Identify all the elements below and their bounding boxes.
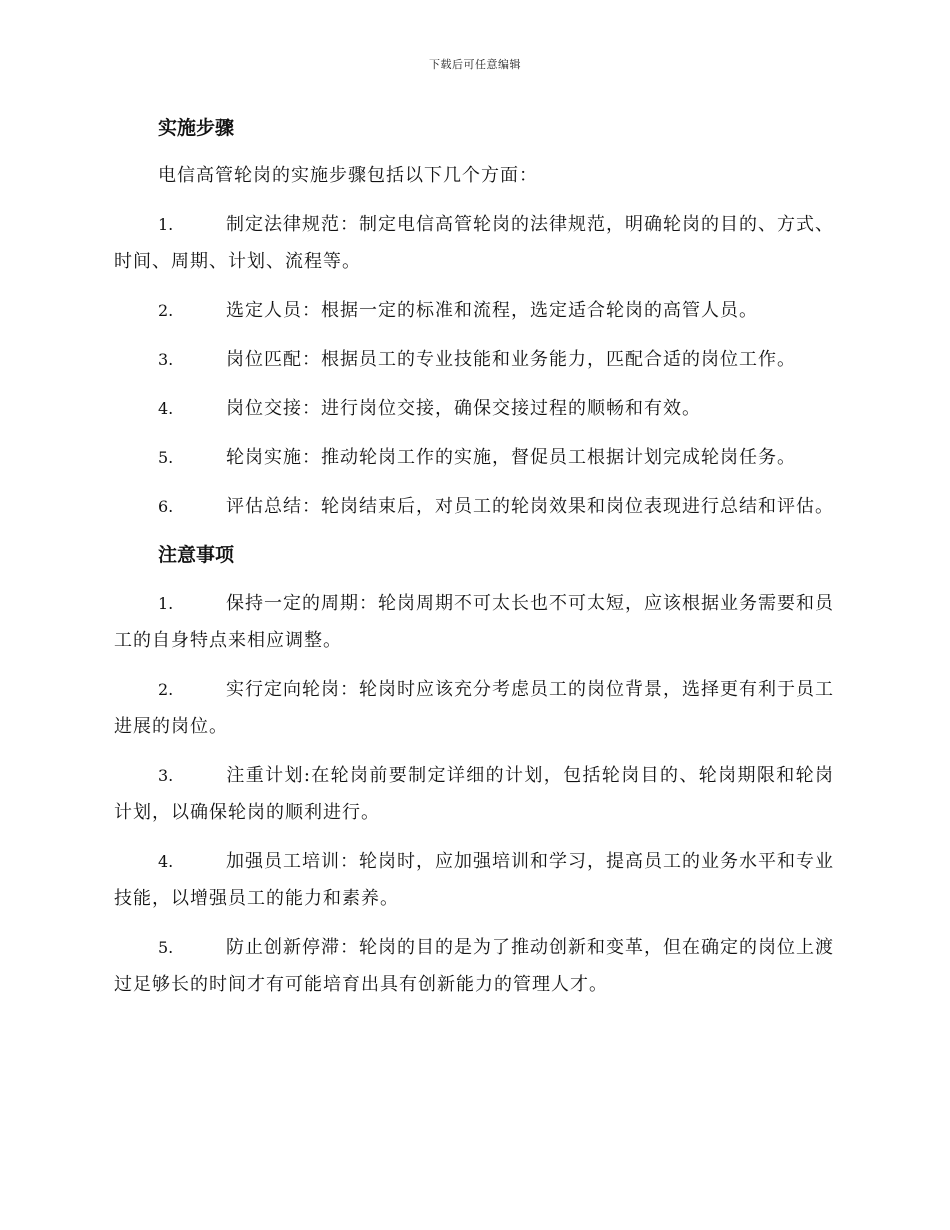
item-number: 2. xyxy=(158,680,174,699)
item-text: 防止创新停滞：轮岗的目的是为了推动创新和变革，但在确定的岗位上渡过足够长的时间才有可能培育出具有创新能力的管理人才。 xyxy=(114,937,834,995)
list-item xyxy=(114,390,834,427)
list-item xyxy=(114,671,834,745)
item-number: 4. xyxy=(158,852,174,871)
item-text: 轮岗实施：推动轮岗工作的实施，督促员工根据计划完成轮岗任务。 xyxy=(226,447,796,468)
item-number: 3. xyxy=(158,350,174,369)
item-text: 加强员工培训：轮岗时，应加强培训和学习，提高员工的业务水平和专业技能，以增强员工的能力和素养。 xyxy=(114,851,834,909)
item-text: 实行定向轮岗：轮岗时应该充分考虑员工的岗位背景，选择更有利于员工进展的岗位。 xyxy=(114,679,834,737)
item-text: 注重计划:在轮岗前要制定详细的计划，包括轮岗目的、轮岗期限和轮岗计划，以确保轮岗的顺利进行。 xyxy=(114,765,834,823)
list-item xyxy=(114,206,834,280)
list-item xyxy=(114,439,834,476)
item-text: 评估总结：轮岗结束后，对员工的轮岗效果和岗位表现进行总结和评估。 xyxy=(226,496,834,517)
item-number: 1. xyxy=(158,594,174,613)
item-number: 5. xyxy=(158,448,174,467)
item-text: 岗位交接：进行岗位交接，确保交接过程的顺畅和有效。 xyxy=(226,398,701,419)
section-title-notes: 注意事项 xyxy=(158,544,235,566)
item-text: 选定人员：根据一定的标准和流程，选定适合轮岗的高管人员。 xyxy=(226,300,758,321)
document-body xyxy=(114,110,834,1015)
list-item xyxy=(114,341,834,378)
page-header: 下载后可任意编辑 xyxy=(429,58,521,71)
list-item xyxy=(114,843,834,917)
list-item xyxy=(114,292,834,329)
item-text: 制定法律规范：制定电信高管轮岗的法律规范，明确轮岗的目的、方式、时间、周期、计划、流程等。 xyxy=(114,214,834,272)
item-number: 3. xyxy=(158,766,174,785)
item-number: 2. xyxy=(158,301,174,320)
list-item xyxy=(114,929,834,1003)
section-title-steps: 实施步骤 xyxy=(158,117,235,139)
item-number: 5. xyxy=(158,938,174,957)
item-text: 保持一定的周期：轮岗周期不可太长也不可太短，应该根据业务需要和员工的自身特点来相应调整。 xyxy=(114,593,834,651)
item-text: 岗位匹配：根据员工的专业技能和业务能力，匹配合适的岗位工作。 xyxy=(226,349,796,370)
item-number: 1. xyxy=(158,215,174,234)
list-item xyxy=(114,488,834,525)
list-item xyxy=(114,585,834,659)
item-number: 4. xyxy=(158,399,174,418)
item-number: 6. xyxy=(158,497,174,516)
section-intro: 电信高管轮岗的实施步骤包括以下几个方面： xyxy=(158,165,538,186)
list-item xyxy=(114,757,834,831)
